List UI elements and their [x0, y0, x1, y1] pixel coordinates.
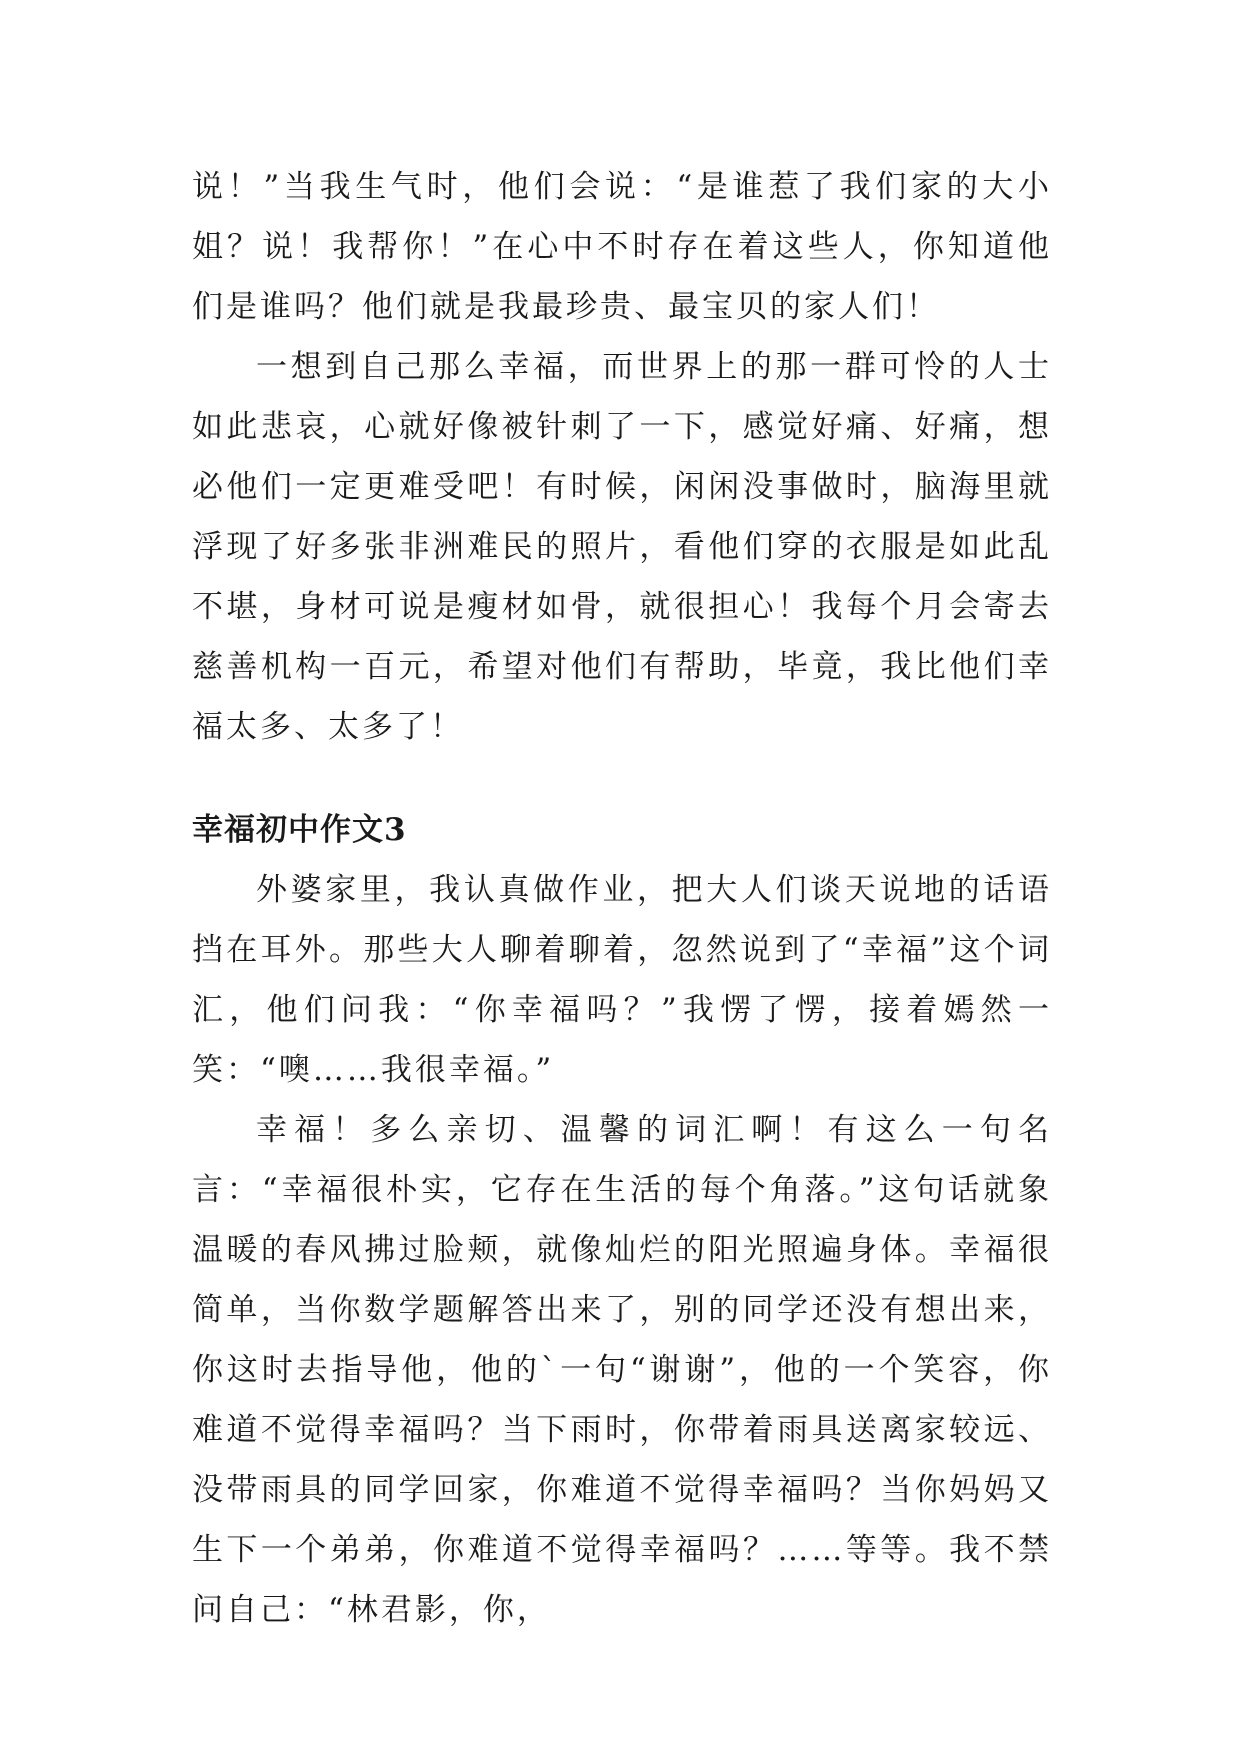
paragraph-grandma-house: 外婆家里，我认真做作业，把大人们谈天说地的话语挡在耳外。那些大人聊着聊着，忽然说到了“幸福”这个词汇，他们问我：“你幸福吗？”我愣了愣，接着嫣然一笑：“噢……我很幸福。”	[192, 872, 1052, 1088]
bottom-text-section	[192, 860, 1052, 1640]
top-text-section	[192, 157, 1052, 757]
paragraph-happiness-meaning: 幸福！多么亲切、温馨的词汇啊！有这么一句名言：“幸福很朴实，它存在生活的每个角落。”这句话就象温暖的春风拂过脸颊，就像灿烂的阳光照遍身体。幸福很简单，当你数学题解答出来了，别的同学还没有想出来，你这时去指导他，他的`一句“谢谢”，他的一个笑容，你难道不觉得幸福吗？当下雨时，你带着雨具送离家较远、没带雨具的同学回家，你难道不觉得幸福吗？当你妈妈又生下一个弟弟，你难道不觉得幸福吗？……等等。我不禁问自己：“林君影，你，	[192, 1112, 1052, 1628]
paragraph-family-continuation: 说！”当我生气时，他们会说：“是谁惹了我们家的大小姐？说！我帮你！”在心中不时存在着这些人，你知道他们是谁吗？他们就是我最珍贵、最宝贝的家人们！	[192, 169, 1052, 325]
paragraph-happiness-reflection: 一想到自己那么幸福，而世界上的那一群可怜的人士如此悲哀，心就好像被针刺了一下，感觉好痛、好痛，想必他们一定更难受吧！有时候，闲闲没事做时，脑海里就浮现了好多张非洲难民的照片，看他们穿的衣服是如此乱不堪，身材可说是瘦材如骨，就很担心！我每个月会寄去慈善机构一百元，希望对他们有帮助，毕竟，我比他们幸福太多、太多了！	[192, 349, 1052, 745]
section-heading: 幸福初中作文3	[192, 812, 407, 848]
